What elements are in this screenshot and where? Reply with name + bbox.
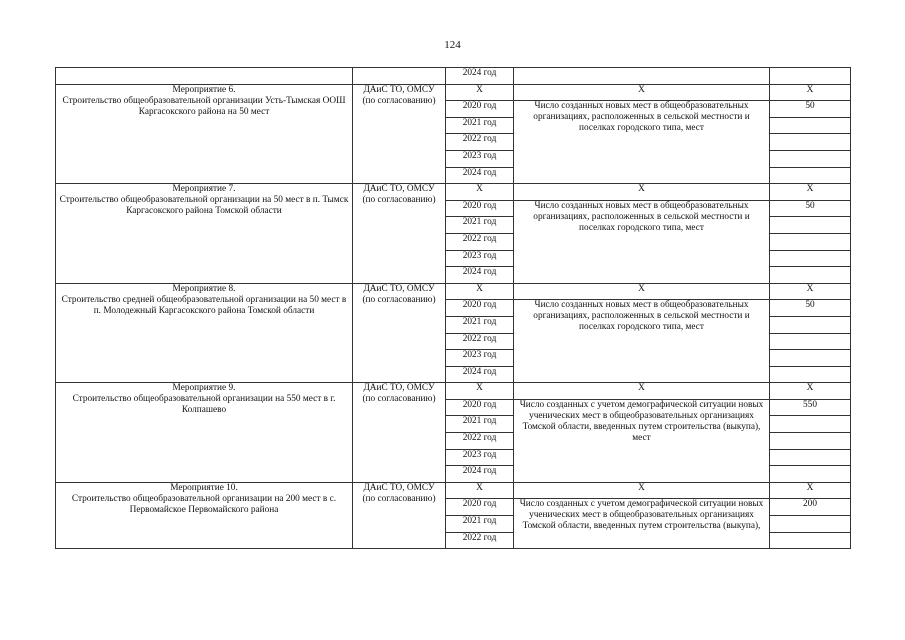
event-title: Мероприятие 7.: [172, 184, 236, 195]
indicator-cell: Число созданных с учетом демографической ситуации новых ученических мест в общеобразовательных организациях Томской области, введенных путем строительства (выкупа),: [514, 499, 770, 549]
year-x-mark: Х: [446, 184, 514, 201]
value-cell: [770, 433, 851, 450]
value-cell: [770, 449, 851, 466]
indicator-x-mark: Х: [514, 84, 770, 101]
indicator-cell: Число созданных с учетом демографической ситуации новых ученических мест в общеобразовательных организациях Томской области, введенных путем строительства (выкупа), мест: [514, 399, 770, 482]
year-cell: 2022 год: [446, 333, 514, 350]
indicator-cell: Число созданных новых мест в общеобразовательных организациях, расположенных в сельской местности и поселках городского типа, мест: [514, 300, 770, 383]
value-cell: [770, 416, 851, 433]
year-cell: 2022 год: [446, 233, 514, 250]
executor-cell: ДАиС ТО, ОМСУ (по согласованию): [353, 283, 446, 383]
year-x-mark: Х: [446, 283, 514, 300]
table-row-top: [56, 68, 851, 85]
value-cell: [770, 167, 851, 184]
event-cell: [56, 383, 353, 483]
value-cell: 50: [770, 101, 851, 118]
event-title: Мероприятие 9.: [172, 383, 236, 394]
executor-cell-empty: [353, 68, 446, 85]
year-x-mark: Х: [446, 383, 514, 400]
events-table: [55, 67, 851, 549]
executor-cell: ДАиС ТО, ОМСУ (по согласованию): [353, 84, 446, 184]
indicator-x-mark: Х: [514, 482, 770, 499]
year-cell: 2021 год: [446, 217, 514, 234]
event-cell: [56, 482, 353, 548]
year-cell: 2021 год: [446, 117, 514, 134]
value-x-mark: Х: [770, 184, 851, 201]
event-description: Строительство общеобразовательной организации на 200 мест в с. Первомайское Первомайского района: [71, 493, 337, 515]
value-cell: [770, 233, 851, 250]
year-cell: 2024 год: [446, 68, 514, 85]
year-cell: 2024 год: [446, 366, 514, 383]
year-cell: 2021 год: [446, 316, 514, 333]
event-cell: [56, 84, 353, 184]
value-cell: [770, 134, 851, 151]
year-cell: 2023 год: [446, 150, 514, 167]
value-cell: 50: [770, 300, 851, 317]
event-description: Строительство средней общеобразовательной организации на 50 мест в п. Молодежный Каргасокского района Томской области: [61, 294, 347, 316]
year-cell: 2020 год: [446, 399, 514, 416]
executor-cell: ДАиС ТО, ОМСУ (по согласованию): [353, 482, 446, 548]
indicator-x-mark: Х: [514, 184, 770, 201]
value-cell: [770, 532, 851, 549]
year-cell: 2023 год: [446, 449, 514, 466]
event-description: Строительство общеобразовательной организации на 50 мест в п. Тымск Каргасокского района Томской области: [59, 195, 349, 217]
indicator-cell: Число созданных новых мест в общеобразовательных организациях, расположенных в сельской местности и поселках городского типа, мест: [514, 200, 770, 283]
event-description: Строительство общеобразовательной организации на 550 мест в г. Колпашево: [72, 394, 336, 416]
event-title: Мероприятие 6.: [172, 84, 236, 95]
value-cell: [770, 150, 851, 167]
value-cell: 550: [770, 399, 851, 416]
value-cell: [770, 366, 851, 383]
value-cell: 50: [770, 200, 851, 217]
year-cell: 2021 год: [446, 516, 514, 533]
table-row: [56, 283, 851, 300]
year-cell: 2024 год: [446, 167, 514, 184]
value-cell: [770, 516, 851, 533]
value-cell: [770, 217, 851, 234]
value-x-mark: Х: [770, 482, 851, 499]
year-x-mark: Х: [446, 482, 514, 499]
value-x-mark: Х: [770, 383, 851, 400]
value-cell-empty: [770, 68, 851, 85]
value-cell: [770, 117, 851, 134]
event-cell-empty: [56, 68, 353, 85]
year-cell: 2024 год: [446, 267, 514, 284]
event-title: Мероприятие 8.: [172, 283, 236, 294]
indicator-cell-empty: [514, 68, 770, 85]
executor-cell: ДАиС ТО, ОМСУ (по согласованию): [353, 383, 446, 483]
indicator-x-mark: Х: [514, 283, 770, 300]
year-cell: 2022 год: [446, 532, 514, 549]
year-cell: 2020 год: [446, 499, 514, 516]
indicator-x-mark: Х: [514, 383, 770, 400]
table-row: [56, 84, 851, 101]
year-cell: 2020 год: [446, 101, 514, 118]
year-x-mark: Х: [446, 84, 514, 101]
event-cell: [56, 283, 353, 383]
year-cell: 2023 год: [446, 250, 514, 267]
year-cell: 2021 год: [446, 416, 514, 433]
year-cell: 2023 год: [446, 350, 514, 367]
value-cell: [770, 350, 851, 367]
event-description: Строительство общеобразовательной организации Усть-Тымская ООШ Каргасокского района на 50 мест: [62, 95, 346, 117]
table-row: [56, 482, 851, 499]
page-number: 124: [444, 39, 461, 51]
event-title: Мероприятие 10.: [170, 482, 238, 493]
year-cell: 2020 год: [446, 200, 514, 217]
value-cell: [770, 316, 851, 333]
year-cell: 2022 год: [446, 433, 514, 450]
year-cell: 2024 год: [446, 466, 514, 483]
value-cell: [770, 250, 851, 267]
year-cell: 2022 год: [446, 134, 514, 151]
event-cell: [56, 184, 353, 284]
table-row: [56, 184, 851, 201]
value-x-mark: Х: [770, 283, 851, 300]
value-cell: [770, 333, 851, 350]
events-table-body: [56, 68, 851, 549]
value-cell: [770, 466, 851, 483]
year-cell: 2020 год: [446, 300, 514, 317]
indicator-cell: Число созданных новых мест в общеобразовательных организациях, расположенных в сельской местности и поселках городского типа, мест: [514, 101, 770, 184]
value-cell: [770, 267, 851, 284]
executor-cell: ДАиС ТО, ОМСУ (по согласованию): [353, 184, 446, 284]
value-cell: 200: [770, 499, 851, 516]
table-row: [56, 383, 851, 400]
value-x-mark: Х: [770, 84, 851, 101]
